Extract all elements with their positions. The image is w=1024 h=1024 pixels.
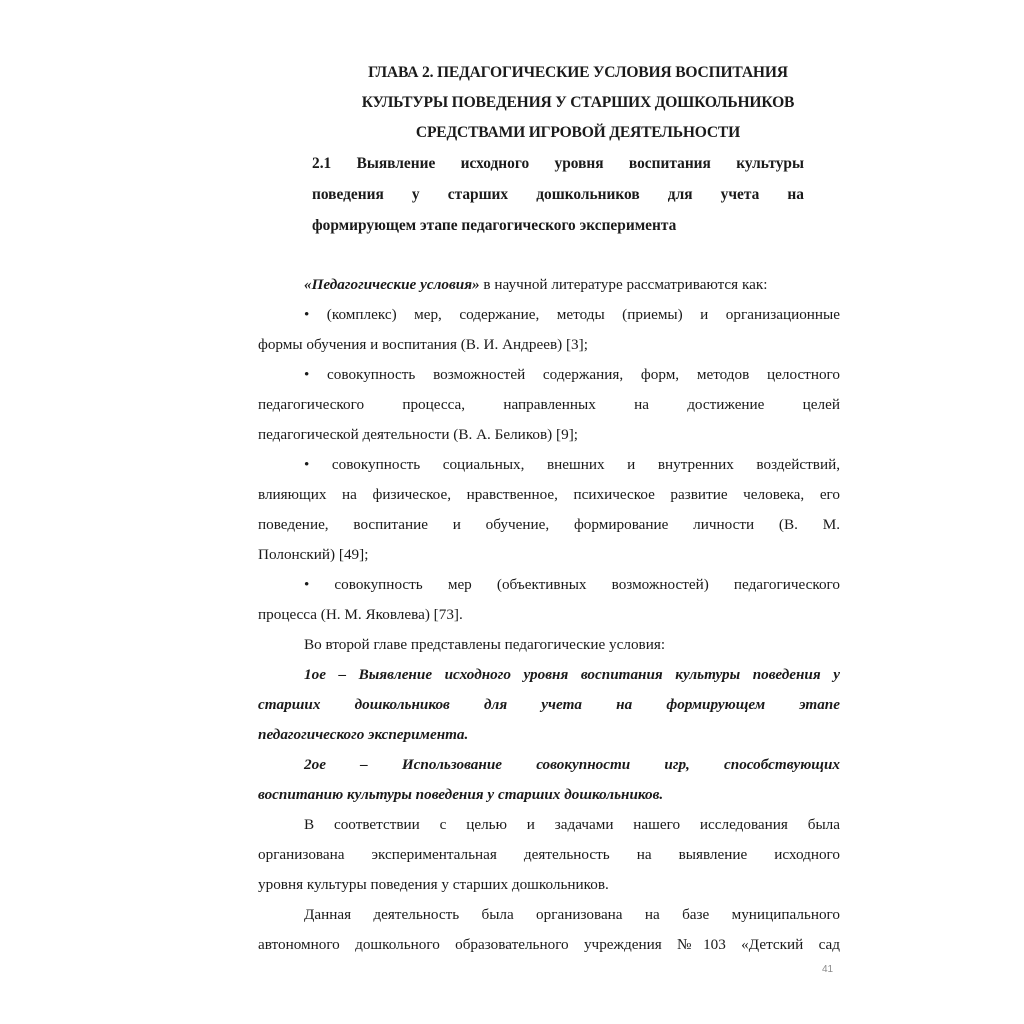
paragraph-goal <box>258 810 840 900</box>
intro-paragraph <box>258 270 840 300</box>
condition-1-line-1: 1ое – Выявление исходного уровня воспитания культуры поведения у <box>304 666 840 683</box>
bullet-2-line-2: педагогического процесса, направленных на достижение целей <box>258 396 840 413</box>
bullet-2-line-1: • совокупность возможностей содержания, форм, методов целостного <box>304 366 840 383</box>
chapter-title <box>258 58 840 148</box>
section-spacer <box>258 241 840 270</box>
section-title-line-1: 2.1 Выявление исходного уровня воспитания культуры <box>312 155 804 172</box>
bullet-1 <box>258 300 840 360</box>
section-title-line-2: поведения у старших дошкольников для учета на <box>312 186 804 203</box>
condition-1-line-3: педагогического эксперимента. <box>258 726 469 743</box>
condition-2 <box>258 750 840 810</box>
bullet-2 <box>258 360 840 450</box>
bullet-3-line-2: влияющих на физическое, нравственное, психическое развитие человека, его <box>258 486 840 503</box>
bullet-3-line-3: поведение, воспитание и обучение, формирование личности (В. М. <box>258 516 840 533</box>
bullet-4-line-2: процесса (Н. М. Яковлева) [73]. <box>258 606 463 623</box>
condition-1 <box>258 660 840 750</box>
bullet-4-line-1: • совокупность мер (объективных возможностей) педагогического <box>304 576 840 593</box>
intro-rest: в научной литературе рассматриваются как: <box>479 276 768 293</box>
paragraph-base <box>258 900 840 960</box>
chapter-title-line-1: ГЛАВА 2. ПЕДАГОГИЧЕСКИЕ УСЛОВИЯ ВОСПИТАНИЯ <box>368 64 788 81</box>
chapter-title-line-2: КУЛЬТУРЫ ПОВЕДЕНИЯ У СТАРШИХ ДОШКОЛЬНИКОВ <box>361 94 795 111</box>
section-title-line-3: формирующем этапе педагогического эксперимента <box>312 217 677 234</box>
condition-2-line-2: воспитанию культуры поведения у старших дошкольников. <box>258 786 664 803</box>
paragraph-goal-line-1: В соответствии с целью и задачами нашего исследования была <box>304 816 840 833</box>
bullet-4 <box>258 570 840 630</box>
page-number: 41 <box>822 964 834 975</box>
bullet-3-line-1: • совокупность социальных, внешних и внутренних воздействий, <box>304 456 840 473</box>
paragraph-base-line-2: автономного дошкольного образовательного учреждения №103 «Детский сад <box>258 936 840 953</box>
second-chapter-intro: Во второй главе представлены педагогические условия: <box>304 636 666 653</box>
condition-1-line-2: старших дошкольников для учета на формирующем этапе <box>258 696 840 713</box>
chapter-title-line-3: СРЕДСТВАМИ ИГРОВОЙ ДЕЯТЕЛЬНОСТИ <box>415 124 741 141</box>
bullet-2-line-3: педагогической деятельности (В. А. Беликов) [9]; <box>258 426 578 443</box>
paragraph-base-line-1: Данная деятельность была организована на базе муниципального <box>304 906 840 923</box>
paragraph-goal-line-2: организована экспериментальная деятельность на выявление исходного <box>258 846 840 863</box>
bullet-1-line-2: формы обучения и воспитания (В. И. Андреев) [3]; <box>258 336 588 353</box>
paragraph-goal-line-3: уровня культуры поведения у старших дошкольников. <box>258 876 609 893</box>
page-content <box>258 58 840 960</box>
intro-term: «Педагогические условия» <box>304 276 480 293</box>
bullet-3-line-4: Полонский) [49]; <box>258 546 369 563</box>
bullet-1-line-1: • (комплекс) мер, содержание, методы (приемы) и организационные <box>304 306 840 323</box>
bullet-3 <box>258 450 840 570</box>
section-title <box>258 148 840 241</box>
condition-2-line-1: 2ое – Использование совокупности игр, способствующих <box>304 756 840 773</box>
